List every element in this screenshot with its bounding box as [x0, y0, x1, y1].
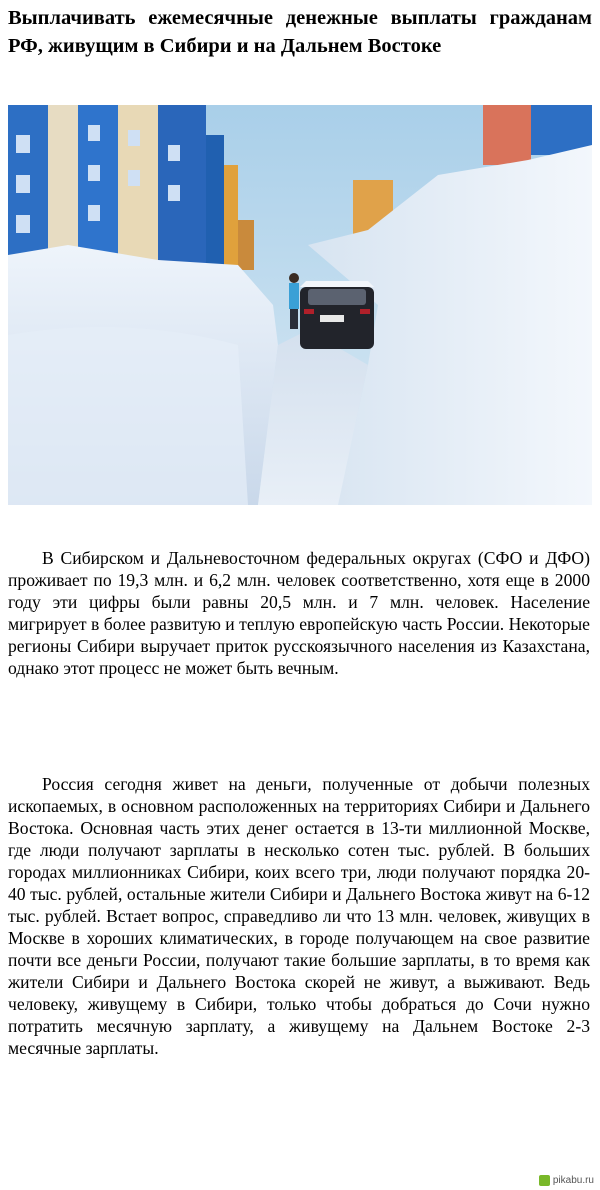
watermark-text: pikabu.ru — [552, 1175, 594, 1186]
article-paragraph-2: Россия сегодня живет на деньги, полученные от добычи полезных ископаемых, в основном расположенных на территориях Сибири и Дальнего Востока. Основная часть этих денег остается в 13-ти миллионной Москве, где люди получают зарплаты в несколько сотен тыс. рублей. В больших городах миллионниках Сибири, коих всего три, люди получают порядка 20-40 тыс. рублей, остальные жители Сибири и Дальнего Востока живут на 6-12 тыс. рублей. Встает вопрос, справедливо ли что 13 млн. человек, живущих в Москве в хороших климатических, в городе получающем на свое развитие почти все деньги России, получают такие большие зарплаты, в то время как жители Сибири и Дальнего Востока скорей не живут, а выживают. Ведь человеку, живущему в Сибири, только чтобы добраться до Сочи нужно потратить месячную зарплату, а живущему на Дальнем Востоке 2-3 месячные зарплаты. — [8, 774, 590, 1058]
article-paragraph-1: В Сибирском и Дальневосточном федеральных округах (СФО и ДФО) проживает по 19,3 млн. и 6,2 млн. человек соответственно, хотя еще в 2000 году эти цифры были равны 20,5 млн. и 7 млн. человек. Население мигрирует в более развитую и теплую европейскую часть России. Некоторые регионы Сибири выручает приток русскоязычного населения из Казахстана, однако этот процесс не может быть вечным. — [8, 548, 590, 678]
pikabu-logo-icon — [539, 1175, 550, 1186]
article-title: Выплачивать ежемесячные денежные выплаты гражданам РФ, живущим в Сибири и на Дальнем Востоке — [8, 7, 592, 57]
site-watermark — [539, 1175, 594, 1186]
snow-street-photo — [8, 105, 592, 505]
